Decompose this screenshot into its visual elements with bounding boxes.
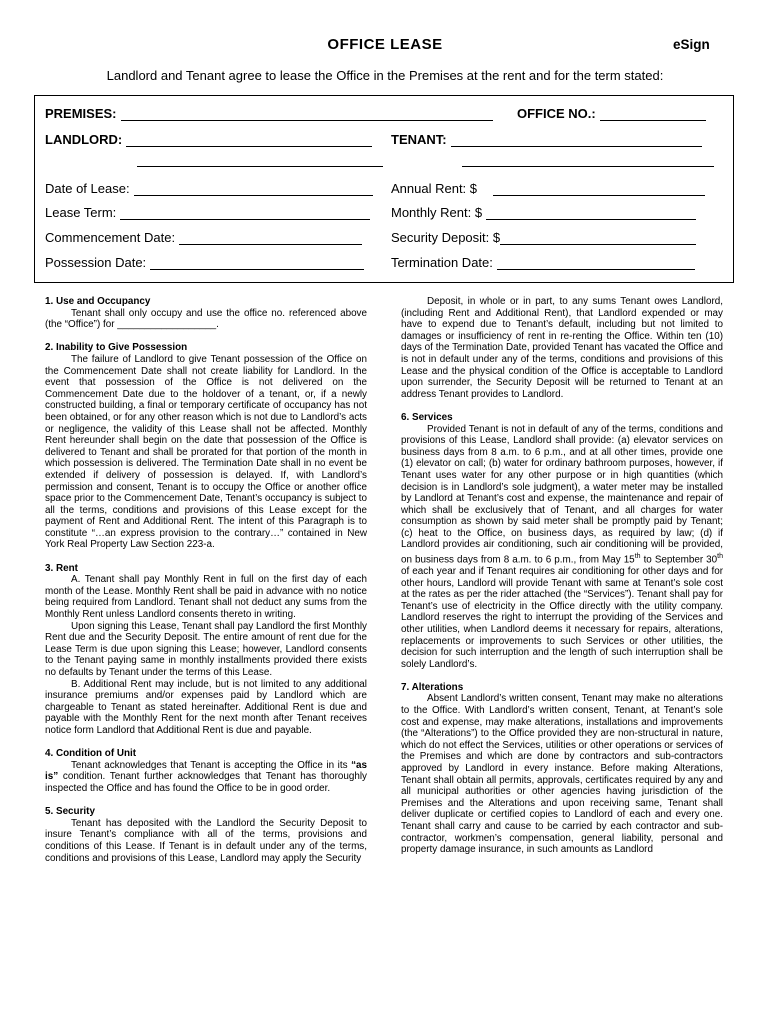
monthly-rent-label: Monthly Rent: $ — [391, 205, 483, 220]
monthly-rent-row — [391, 205, 696, 220]
section-3-text-c: B. Additional Rent may include, but is not limited to any additional insurance premiums and/or expenses paid by Landlord which are chargeable to Tenant as stated hereinafter. Additional Rent is due and payable with the Monthly Rent for the next month after Tenant receives notice form Landlord that Additional Rent is due and payable. — [45, 678, 367, 736]
possession-date-row — [45, 255, 364, 270]
landlord-extra-line-row — [137, 152, 383, 167]
monthly-rent-input[interactable] — [486, 205, 696, 220]
intro-text: Landlord and Tenant agree to lease the Office in the Premises at the rent and for the term stated: — [106, 68, 664, 83]
section-3-text-b: Upon signing this Lease, Tenant shall pay Landlord the first Monthly Rent due and the Security Deposit. The entire amount of rent due for the Lease Term is due upon signing this Lease; however, Landlord consents to the Tenant paying same in monthly installments provided there exists no defaults by Tenant under the terms of this Lease. — [45, 620, 367, 678]
lease-term-label: Lease Term: — [45, 205, 117, 220]
premises-row — [45, 106, 493, 121]
termination-date-row — [391, 255, 695, 270]
section-4-text: Tenant acknowledges that Tenant is accepting the Office in its “as is” condition. Tenant further acknowledges that Tenant has thoroughly inspected the Office and has found the Office to be in good order. — [45, 759, 367, 794]
lease-term-row — [45, 205, 370, 220]
office-no-input[interactable] — [600, 106, 706, 121]
lease-term-input[interactable] — [120, 205, 370, 220]
section-2-title: 2. Inability to Give Possession — [45, 342, 188, 354]
date-of-lease-input[interactable] — [134, 181, 373, 196]
commencement-date-label: Commencement Date: — [45, 230, 176, 245]
annual-rent-label: Annual Rent: $ — [391, 181, 478, 196]
annual-rent-input[interactable] — [493, 181, 705, 196]
tenant-row — [391, 132, 702, 147]
office-no-label: OFFICE NO.: — [517, 106, 596, 121]
termination-date-input[interactable] — [497, 255, 695, 270]
security-deposit-input[interactable] — [500, 230, 696, 245]
section-7-title: 7. Alterations — [401, 681, 464, 693]
landlord-input-line-2[interactable] — [137, 152, 383, 167]
right-column — [401, 296, 723, 856]
date-of-lease-label: Date of Lease: — [45, 181, 130, 196]
section-5-title: 5. Security — [45, 806, 95, 818]
landlord-input[interactable] — [126, 132, 372, 147]
section-5-text-continued: Deposit, in whole or in part, to any sums Tenant owes Landlord, (including Rent and Additional Rent), that Landlord expended or may have to expend due to Tenant’s default, including but not limited to damages or insufficiency of rent in re-renting the Office. Within ten (10) days of the Termination Date, provided Tenant has vacated the Office and is not in default under any of the terms, conditions and provisions of this Lease and the physical condition of the Office is acceptable to Landlord upon surrender, the Security Deposit will be returned to Tenant at an address Tenant provides to Landlord. — [401, 296, 723, 400]
section-3-title: 3. Rent — [45, 562, 78, 574]
section-7-text: Absent Landlord’s written consent, Tenant may make no alterations to the Office. With Landlord’s written consent, Tenant, at Tenant’s sole cost and expense, may make alterations, installations and improvements (the “Alterations”) to the Office provided they are non-structural in nature, which do not effect the Services, utilities or other operations or services of the Premises and which are done by contractors and sub-contractors approved by Landlord in every instance. Before making Alterations, Tenant shall obtain all permits, approvals, certificates required by any and all municipal authorities or other agencies having jurisdiction of the Premises and the Alterations and upon receiving same, Tenant shall deliver duplicate or certified copies to Landlord of each and every one. Tenant shall carry and cause to be carried by each contractor and sub-contractor, workmen’s compensation, general liability, personal and property damage insurance, in such amounts as Landlord — [401, 693, 724, 856]
annual-rent-row — [391, 181, 705, 196]
section-5-text: Tenant has deposited with the Landlord the Security Deposit to insure Tenant’s compliance with all of the terms, provisions and conditions of this Lease. If Tenant is in default under any of the terms, conditions and provisions of this Lease, Landlord may apply the Security — [45, 817, 367, 864]
date-of-lease-row — [45, 181, 373, 196]
tenant-extra-line-row — [462, 152, 714, 167]
section-1-text: Tenant shall only occupy and use the office no. referenced above (the “Office”) for __________________. — [45, 307, 367, 331]
as-is-emphasis: “as is” — [45, 759, 367, 783]
esign-link[interactable]: eSign — [673, 37, 710, 52]
section-4-title: 4. Condition of Unit — [45, 748, 137, 760]
left-column — [45, 296, 367, 864]
section-3-text-a: A. Tenant shall pay Monthly Rent in full on the first day of each month of the Lease. Monthly Rent shall be paid in advance with no notice being required from Landlord. Tenant shall not deduct any sums from the Monthly Rent unless Landlord consents thereto in writing. — [45, 574, 367, 621]
security-deposit-row — [391, 230, 696, 245]
termination-date-label: Termination Date: — [391, 255, 493, 270]
tenant-input-line-2[interactable] — [462, 152, 714, 167]
security-deposit-label: Security Deposit: $ — [391, 230, 501, 245]
section-2-text: The failure of Landlord to give Tenant possession of the Office on the Commencement Date shall not create liability for Landlord. In the event that possession of the Office is not delivered on the Commencement Date due to the holdover of a tenant, or, if a newly constructed building, a final or temporary certificate of occupancy has not been obtained, or for any other reason which is not due to Landlord’s acts or negligence, the validity of this Lease shall not be affected. Monthly Rent hereunder shall begin on the date that possession of the Office is delivered to Tenant and shall be prorated for that portion of the month in which possession is delivered. The Termination Date shall in no event be extended if delivery of possession is delayed. If, with Landlord’s permission and consent, Tenant is to occupy the Office or another office space prior to the Commencement Date, Tenant’s occupancy is subject to all the terms, conditions and provisions of this Lease except for the payment of Rent and Additional Rent. The intent of this Paragraph is to constitute “…an express provision to the contrary…” contained in New York Real Property Law Section 223-a. — [45, 353, 367, 551]
possession-date-input[interactable] — [150, 255, 364, 270]
section-6-title: 6. Services — [401, 411, 453, 423]
commencement-date-input[interactable] — [179, 230, 362, 245]
possession-date-label: Possession Date: — [45, 255, 147, 270]
document-title: OFFICE LEASE — [327, 36, 443, 53]
premises-input[interactable] — [121, 106, 493, 121]
section-6-text: Provided Tenant is not in default of any of the terms, conditions and provisions of this Lease, Landlord shall provide: (a) elevator services on business days from 8 a.m. to 6 p.m., and at all other times, provide one (1) elevator on call; (b) water for ordinary bathroom purposes, however, if Tenant uses water for any other purpose or in high quantities (which decision is in Landlord’s sole judgment), a water meter may be installed by Landlord at Tenant’s cost and expense, the maintenance and repair of which shall be exclusively that of Tenant, and all charges for water consumption as shown by said meter shall be promptly paid by Tenant; (c) heat to the Office, on business days, as required by law; (d) if Landlord provides air conditioning, such air conditioning will be provided, on business days from 8 a.m. to 6 p.m., from May 15th to September 30th of each year and if Tenant requires air conditioning for other days and for other hours, Landlord will provide Tenant with same at Tenant’s sole cost at the rates as per the rider attached (the “Services”). Tenant shall pay for Tenant’s use of electricity in the Office directly with the utility company. Landlord reserves the right to interrupt the providing of the Services and other utilities, when Landlord deems it necessary for repairs, alterations, replacements or improvements to such Services or other utilities, the decision for such interruption and the length of such interruption shall be solely Landlord’s. — [401, 423, 723, 670]
office-no-row — [517, 106, 706, 121]
landlord-row — [45, 132, 372, 147]
tenant-label: TENANT: — [391, 132, 447, 147]
landlord-label: LANDLORD: — [45, 132, 123, 147]
tenant-input[interactable] — [451, 132, 702, 147]
commencement-date-row — [45, 230, 362, 245]
premises-label: PREMISES: — [45, 106, 117, 121]
section-1-title: 1. Use and Occupancy — [45, 296, 151, 307]
